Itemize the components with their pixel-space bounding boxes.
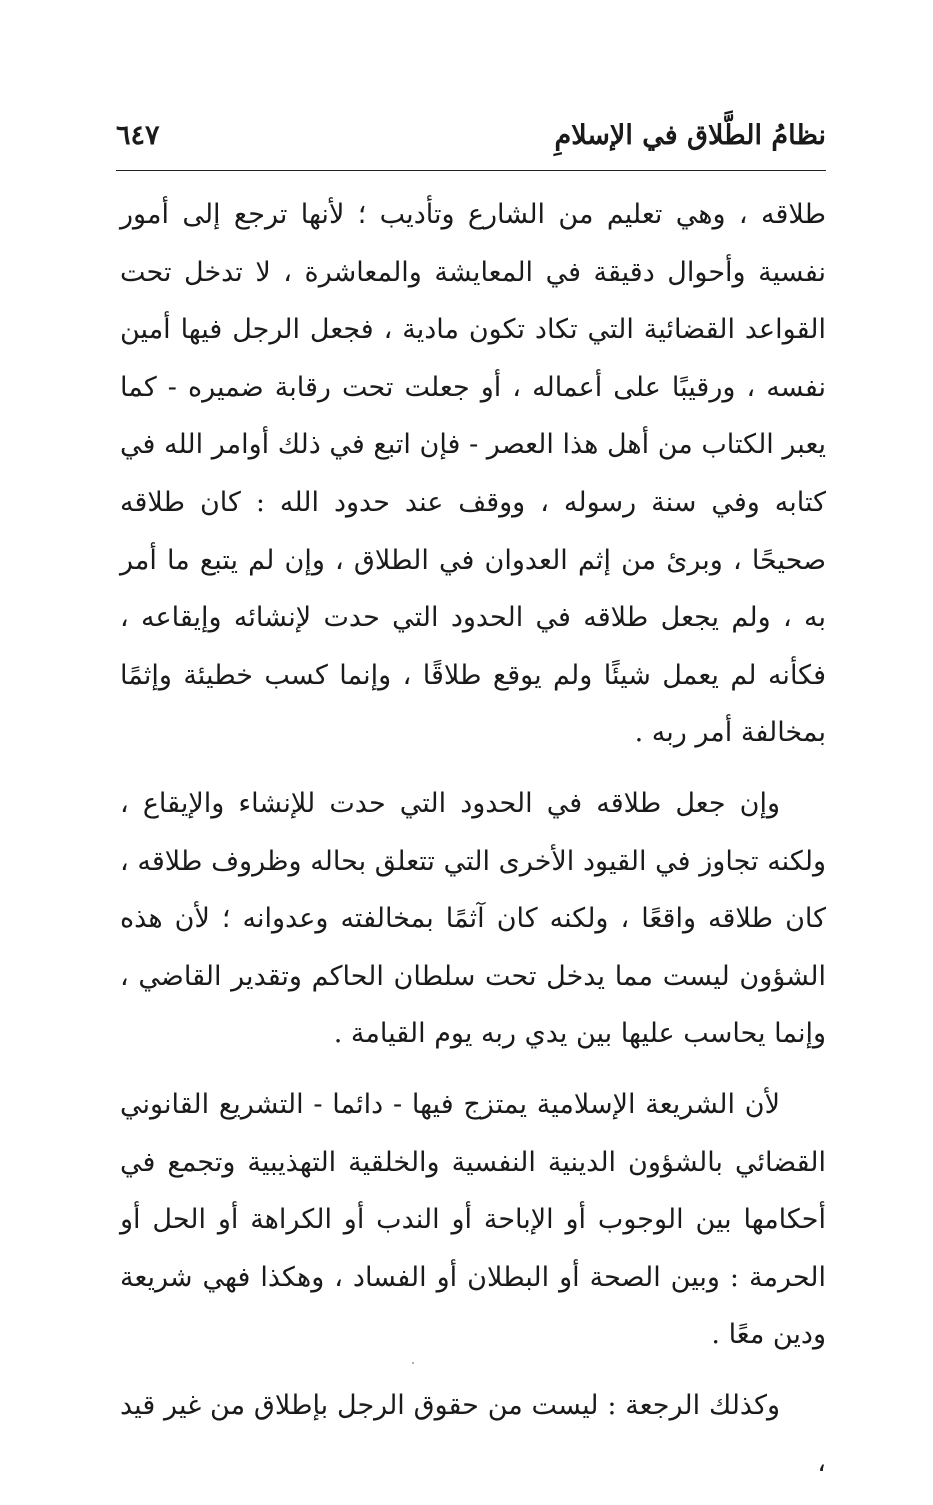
page-body bbox=[120, 186, 826, 1505]
paragraph-continued: طلاقه ، وهي تعليم من الشارع وتأديب ؛ لأنها ترجع إلى أمور نفسية وأحوال دقيقة في المعايشة والمعاشرة ، لا تدخل تحت القواعد القضائية التي تكاد تكون مادية ، فجعل الرجل فيها أمين نفسه ، ورقيبًا على أعماله ، أو جعلت تحت رقابة ضميره - كما يعبر الكتاب من أهل هذا العصر - فإن اتبع في ذلك أوامر الله في كتابه وفي سنة رسوله ، ووقف عند حدود الله : كان طلاقه صحيحًا ، وبرئ من إثم العدوان في الطلاق ، وإن لم يتبع ما أمر به ، ولم يجعل طلاقه في الحدود التي حدت لإنشائه وإيقاعه ، فكأنه لم يعمل شيئًا ولم يوقع طلاقًا ، وإنما كسب خطيئة وإثمًا بمخالفة أمر ربه . bbox=[120, 199, 827, 749]
print-speck bbox=[412, 1362, 414, 1364]
chapter-title: نظامُ الطَّلاق في الإسلامِ bbox=[554, 120, 826, 151]
running-header bbox=[116, 118, 826, 168]
paragraph: وكذلك الرجعة : ليست من حقوق الرجل بإطلاق من غير قيد ، bbox=[120, 1389, 826, 1479]
paragraph: لأن الشريعة الإسلامية يمتزج فيها - دائما - التشريع القانوني القضائي بالشؤون الدينية النفسية والخلقية التهذيبية وتجمع في أحكامها بين الوجوب أو الإباحة أو الندب أو الكراهة أو الحل أو الحرمة : وبين الصحة أو البطلان أو الفساد ، وهكذا فهي شريعة ودين معًا . bbox=[120, 1088, 826, 1351]
header-divider bbox=[116, 170, 826, 171]
paragraph: وإن جعل طلاقه في الحدود التي حدت للإنشاء والإيقاع ، ولكنه تجاوز في القيود الأخرى التي تتعلق بحاله وظروف طلاقه ، كان طلاقه واقعًا ، ولكنه كان آثمًا بمخالفته وعدوانه ؛ لأن هذه الشؤون ليست مما يدخل تحت سلطان الحاكم وتقدير القاضي ، وإنما يحاسب عليها بين يدي ربه يوم القيامة . bbox=[120, 787, 826, 1050]
page-number: ٦٤٧ bbox=[116, 120, 160, 151]
